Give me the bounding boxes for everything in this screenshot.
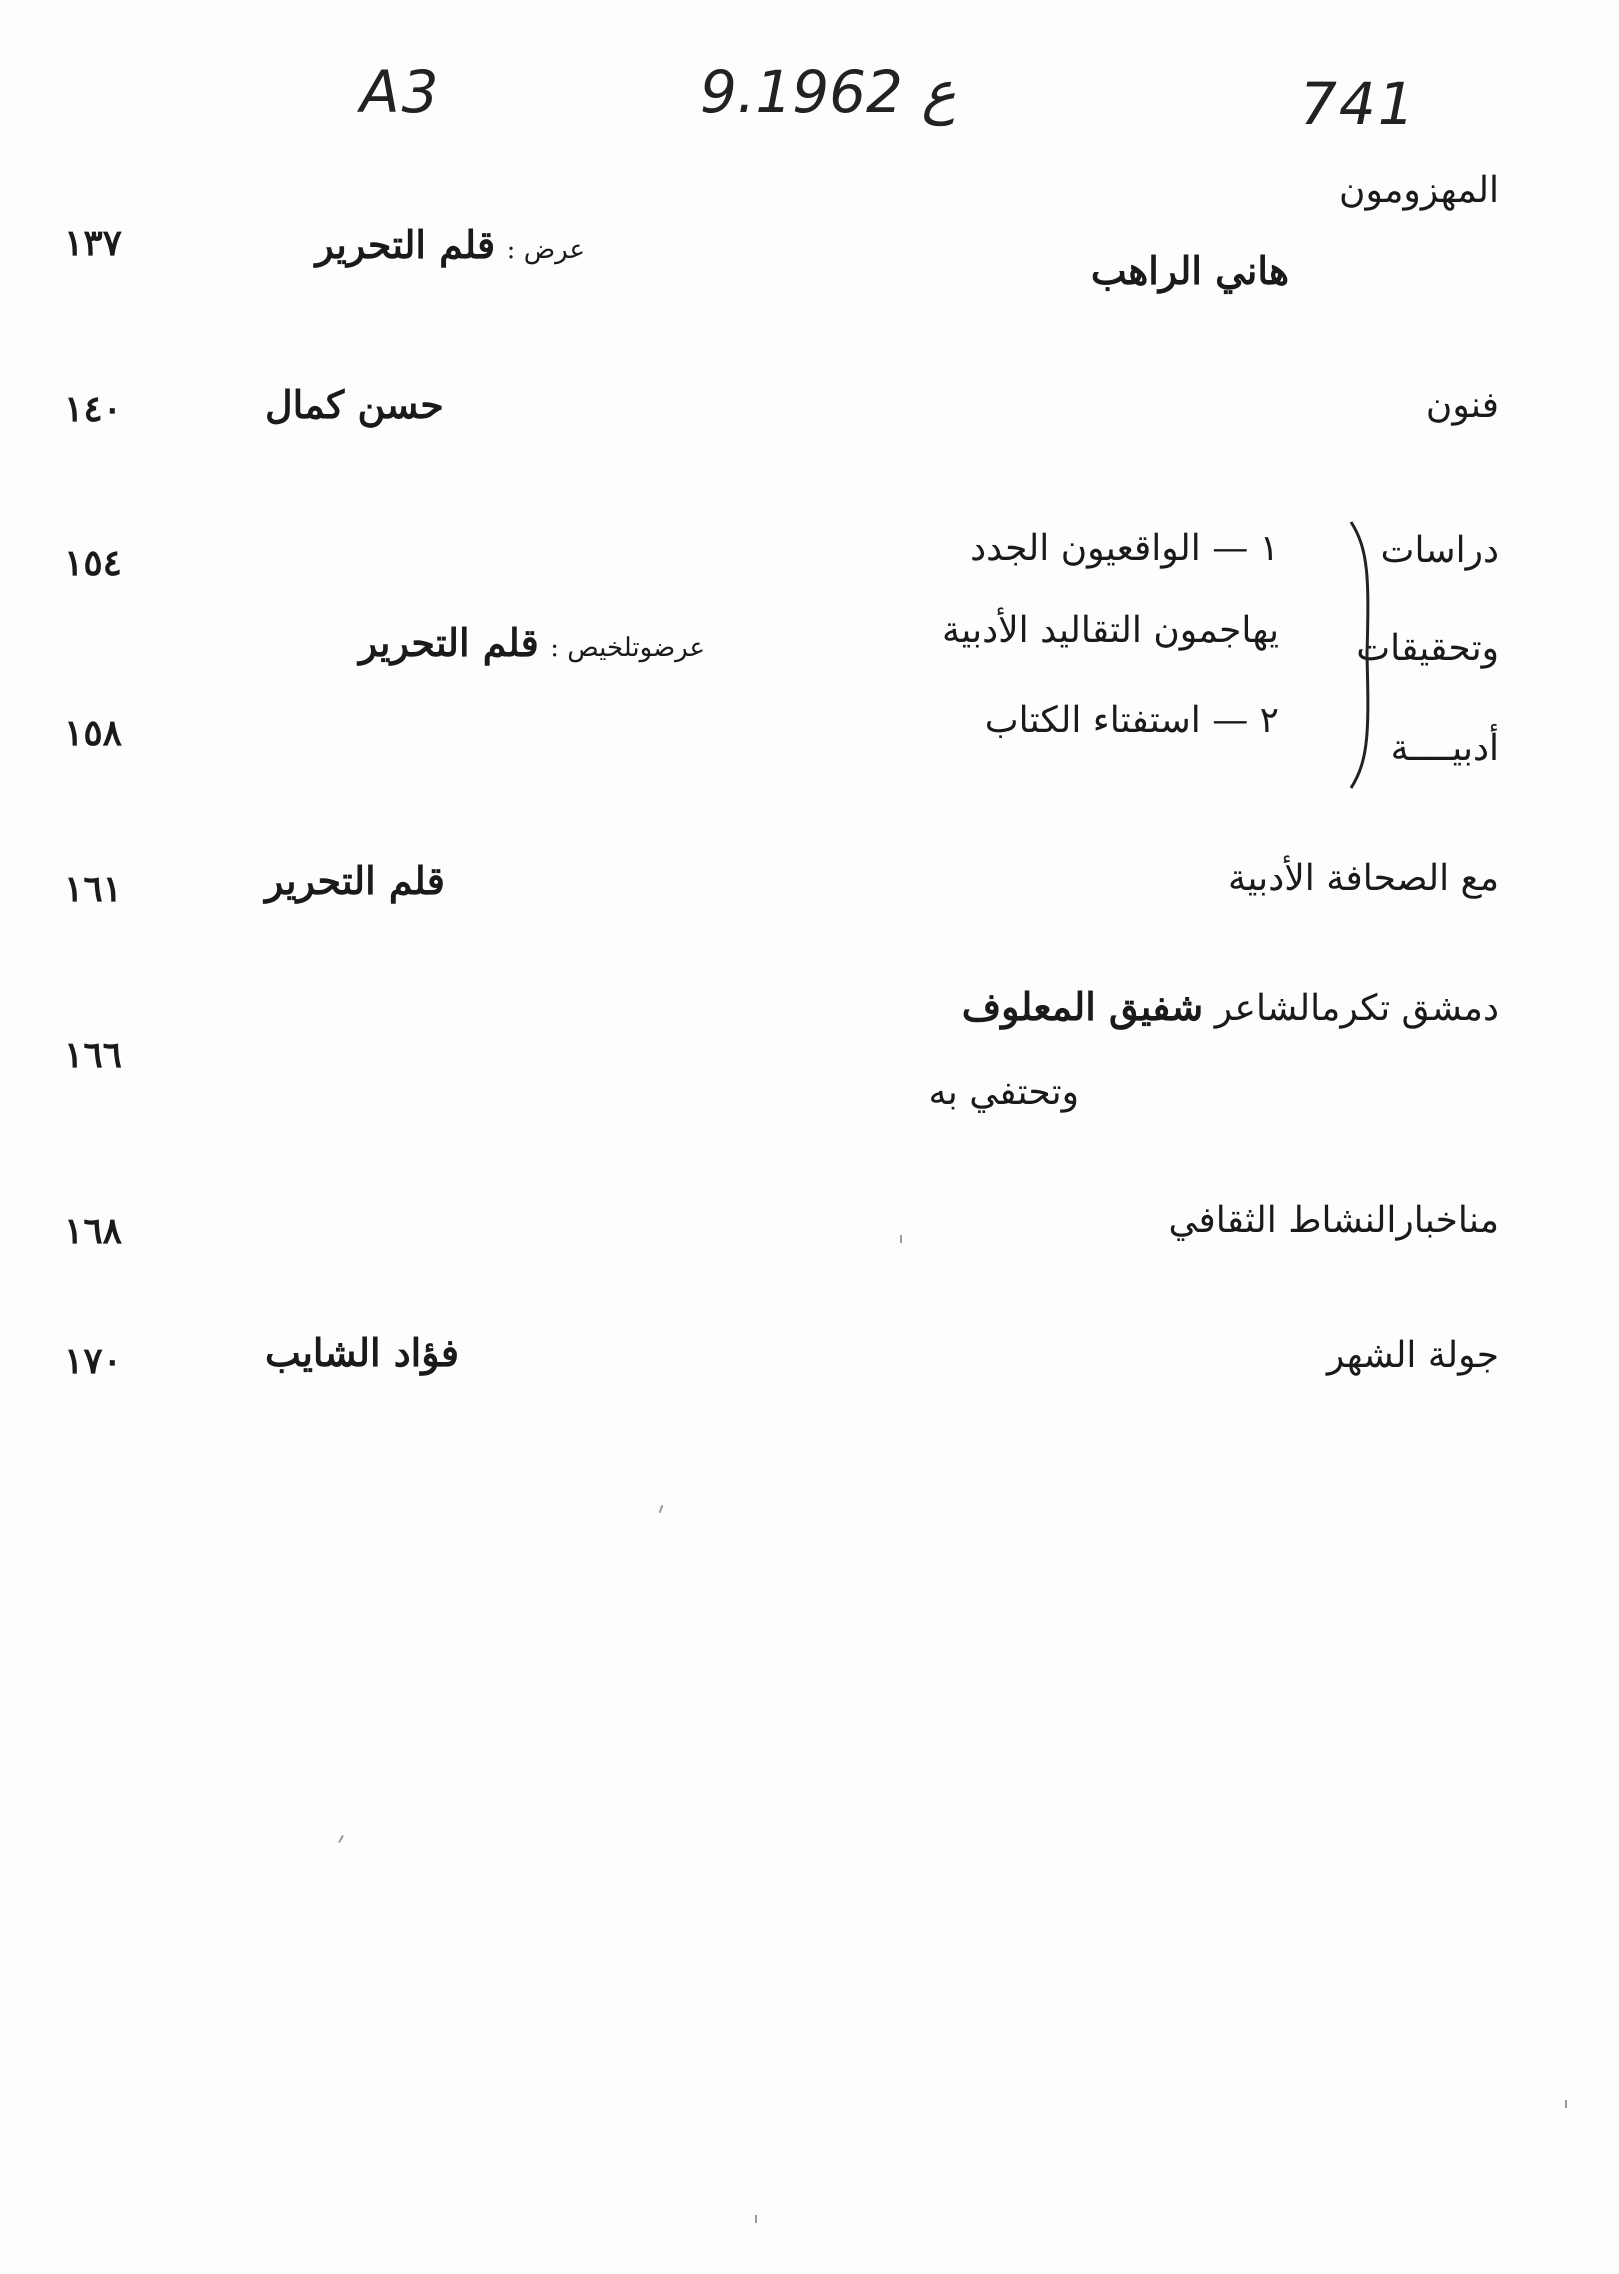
- studies-credit: [265, 620, 705, 665]
- studies-group-line1: دراسات: [1380, 530, 1499, 571]
- page-number-170: ١٧٠: [64, 1340, 123, 1382]
- bracket-icon: [1347, 520, 1373, 790]
- page-number-137: ١٣٧: [64, 222, 123, 264]
- scan-speck: [755, 2215, 757, 2223]
- page-number-158: ١٥٨: [64, 712, 123, 754]
- entry-tour-title: جولة الشهر: [1326, 1335, 1499, 1376]
- credit-prefix: عرض :: [506, 235, 585, 265]
- entry-mahzumun-title: المهزومون: [1339, 170, 1499, 211]
- scan-speck: [1565, 2100, 1567, 2108]
- entry-funun-author: حسن كمال: [265, 382, 444, 427]
- credit-name: قلم التحرير: [358, 620, 539, 665]
- handwritten-code: A3: [360, 58, 441, 126]
- entry-damascus-title-tail: وتحتفي به: [928, 1072, 1079, 1113]
- credit-prefix: عرضوتلخيص :: [550, 633, 705, 663]
- poet-name: شفيق المعلوف: [961, 984, 1204, 1029]
- scan-speck: [900, 1235, 902, 1243]
- entry-mahzumun-credit: [265, 222, 585, 267]
- page-number-168: ١٦٨: [64, 1210, 123, 1252]
- entry-funun-title: فنون: [1425, 385, 1499, 426]
- studies-group-line2: وتحقيقات: [1356, 628, 1499, 669]
- studies-item1-line1: ١ — الواقعيون الجدد: [970, 528, 1279, 569]
- credit-name: قلم التحرير: [315, 222, 496, 267]
- page-number-154: ١٥٤: [64, 542, 123, 584]
- scan-speck: [659, 1505, 664, 1513]
- handwritten-date: 9.ع 1962: [700, 58, 956, 126]
- entry-mahzumun-author: هاني الراهب: [1090, 248, 1289, 293]
- page-number-166: ١٦٦: [64, 1034, 123, 1076]
- studies-group-line3: أدبيــــة: [1390, 728, 1499, 769]
- entry-press-credit: قلم التحرير: [265, 858, 445, 903]
- title-lead: دمشق تكرمالشاعر: [1214, 988, 1499, 1029]
- page-number-161: ١٦١: [64, 868, 123, 910]
- page-number-140: ١٤٠: [64, 388, 123, 430]
- entry-tour-author: فؤاد الشايب: [265, 1330, 460, 1375]
- entry-cultural-title: مناخبارالنشاط الثقافي: [1168, 1200, 1499, 1241]
- scan-speck: [338, 1835, 344, 1843]
- studies-item2: ٢ — استفتاء الكتاب: [984, 700, 1279, 741]
- handwritten-page-number: 741: [1300, 70, 1417, 138]
- studies-item1-line2: يهاجمون التقاليد الأدبية: [941, 610, 1279, 651]
- entry-press-title: مع الصحافة الأدبية: [1228, 858, 1499, 899]
- entry-damascus-title: [962, 984, 1499, 1029]
